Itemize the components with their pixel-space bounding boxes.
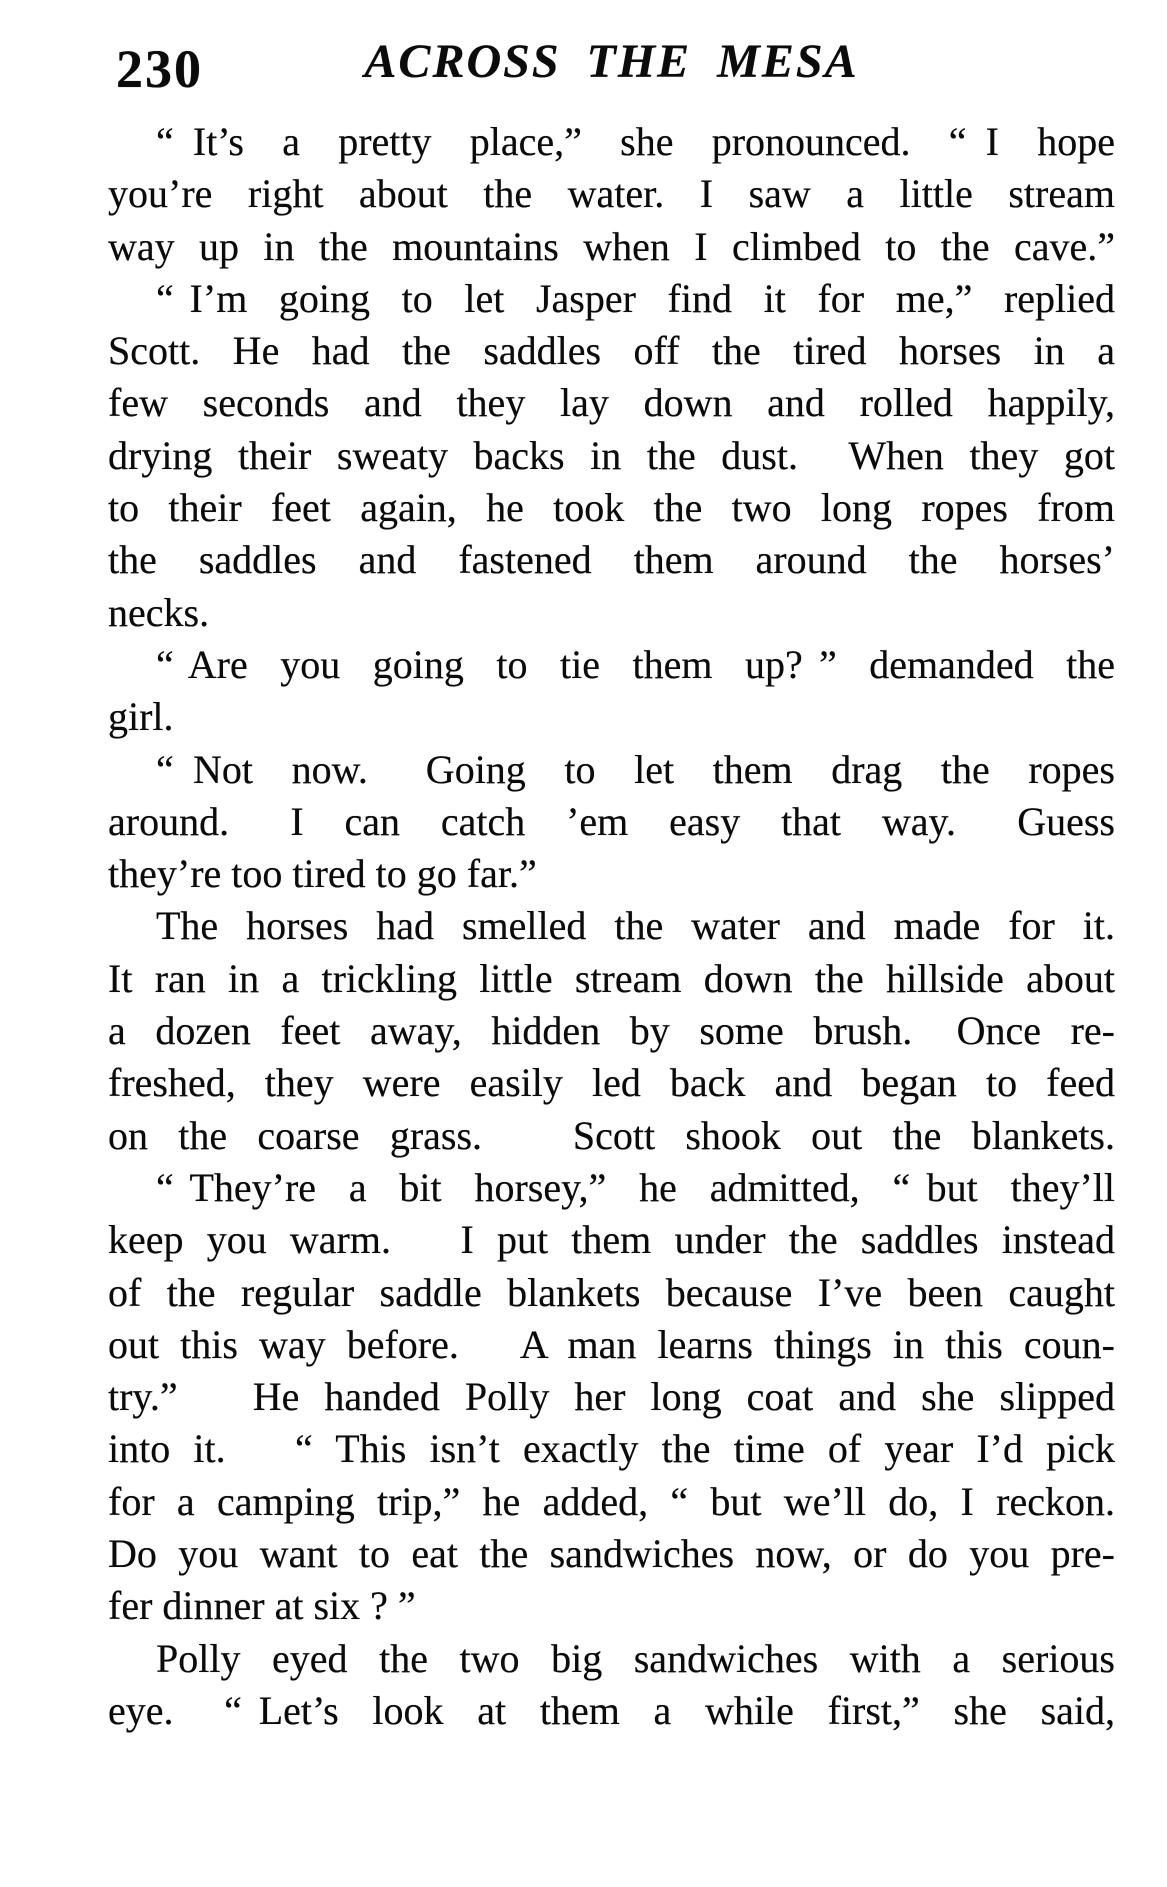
text-line: eye. “ Let’s look at them a while first,” she said, (108, 1687, 1115, 1733)
text-line: to their feet again, he took the two long ropes from (108, 485, 1115, 531)
paragraph (108, 273, 1115, 639)
text-line: a dozen feet away, hidden by some brush. Once re- (108, 1008, 1115, 1054)
text-line: Polly eyed the two big sandwiches with a serious (156, 1635, 1115, 1681)
paragraph (108, 900, 1115, 1161)
paragraph (108, 1162, 1115, 1633)
text-line: “ Not now. Going to let them drag the ropes (156, 746, 1115, 792)
text-line: The horses had smelled the water and made for it. (156, 903, 1115, 949)
text-line: Scott. He had the saddles off the tired horses in a (108, 328, 1115, 374)
text-line: girl. (108, 694, 174, 740)
text-line: of the regular saddle blankets because I’ve been caught (108, 1269, 1115, 1315)
text-line: the saddles and fastened them around the horses’ (108, 537, 1115, 583)
text-line: on the coarse grass. Scott shook out the blankets. (108, 1112, 1115, 1158)
page-body (108, 116, 1115, 1737)
text-line: few seconds and they lay down and rolled happily, (108, 380, 1115, 426)
text-line: freshed, they were easily led back and began to feed (108, 1060, 1115, 1106)
paragraph (108, 744, 1115, 901)
paragraph (108, 116, 1115, 273)
text-line: It ran in a trickling little stream down the hillside about (108, 955, 1115, 1001)
text-line: try.” He handed Polly her long coat and she slipped (108, 1374, 1115, 1420)
page-number: 230 (116, 39, 203, 99)
text-line: “ Are you going to tie them up? ” demanded the (156, 641, 1115, 687)
text-line: you’re right about the water. I saw a little stream (108, 171, 1115, 217)
running-title: ACROSS THE MESA (364, 35, 859, 88)
text-line: drying their sweaty backs in the dust. When they got (108, 432, 1115, 478)
text-line: “ It’s a pretty place,” she pronounced. “ I hope (156, 119, 1115, 164)
text-line: around. I can catch ’em easy that way. Guess (108, 798, 1115, 844)
text-line: they’re too tired to go far.” (108, 851, 537, 897)
text-line: fer dinner at six ? ” (108, 1583, 416, 1629)
text-line: “ I’m going to let Jasper find it for me,” replied (156, 275, 1115, 321)
text-line: way up in the mountains when I climbed to the cave.” (108, 223, 1115, 269)
paragraph (108, 1633, 1115, 1738)
text-line: into it. “ This isn’t exactly the time of year I’d pick (108, 1426, 1115, 1472)
paragraph (108, 639, 1115, 744)
text-line: Do you want to eat the sandwiches now, or do you pre- (108, 1531, 1115, 1577)
text-line: for a camping trip,” he added, “ but we’ll do, I reckon. (108, 1478, 1115, 1524)
text-line: necks. (108, 589, 210, 635)
text-line: keep you warm. I put them under the saddles instead (108, 1217, 1115, 1263)
page-header (108, 0, 1115, 125)
text-line: out this way before. A man learns things in this coun- (108, 1321, 1115, 1367)
text-line: “ They’re a bit horsey,” he admitted, “ but they’ll (156, 1164, 1115, 1210)
